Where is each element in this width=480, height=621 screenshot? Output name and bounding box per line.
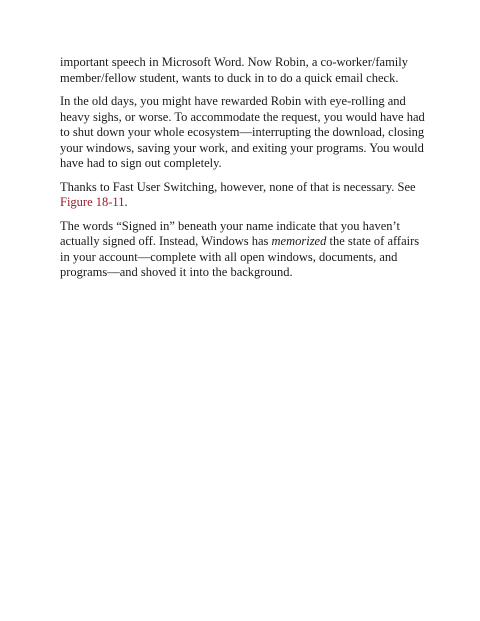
paragraph-2: In the old days, you might have rewarded Robin with eye-rolling and heavy sighs, or worse. To accommodate the request, you would have had to shut down your whole ecosystem—interrupting the download, closing your windows, saving your work, and exiting your programs. You would have had to sign out completely. [60, 94, 425, 170]
paragraph-3-end: . [124, 195, 128, 209]
emphasized-word: memorized [271, 234, 327, 248]
paragraph-4-text: The words “Signed in” beneath your name indicate that you haven’t actually signed off. Instead, Windows has [60, 218, 400, 248]
paragraph-3 [60, 180, 430, 211]
paragraph-3-text: Thanks to Fast User Switching, however, none of that is necessary. See [60, 179, 416, 194]
figure-18-11-link[interactable]: Figure 18-11 [60, 195, 125, 209]
document-page [60, 55, 430, 289]
paragraph-4-end: the state of affairs in your account—complete with all open windows, documents, and programs—and shoved it into the background. [60, 234, 420, 279]
paragraph-4 [60, 219, 430, 281]
paragraph-1: important speech in Microsoft Word. Now Robin, a co-worker/family member/fellow student, wants to duck in to do a quick email check. [60, 55, 408, 85]
